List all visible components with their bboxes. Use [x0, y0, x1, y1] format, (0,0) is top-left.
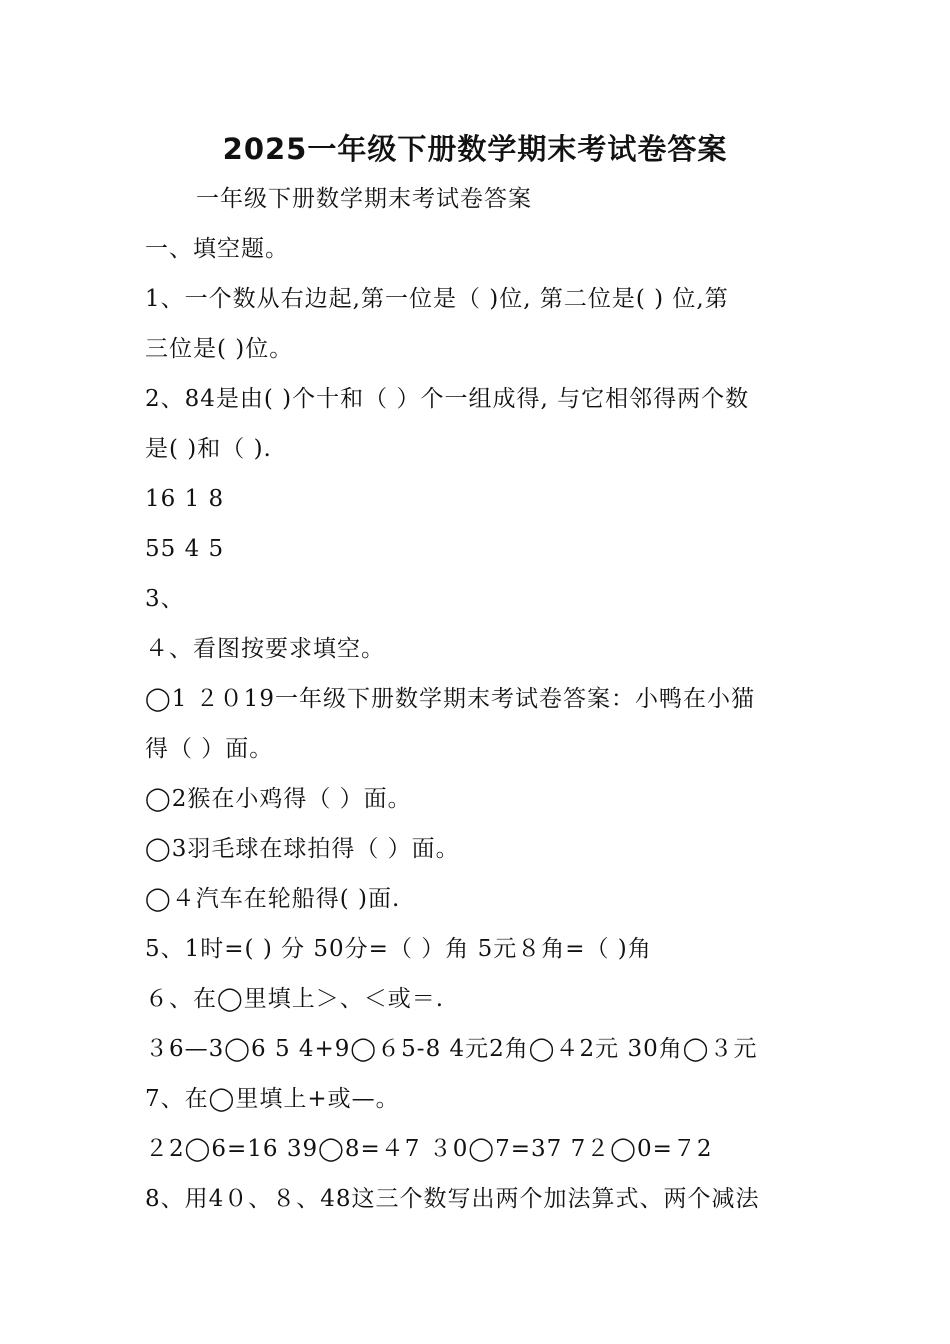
question-2-line-1: 2、84是由( )个十和（ ）个一组成得, 与它相邻得两个数 [145, 386, 750, 412]
question-6-items: ３6—3◯6 5 4+9◯６5-8 4元2角◯４2元 30角◯３元 [145, 1036, 758, 1062]
question-3: 3、 [145, 586, 185, 612]
answer-line-2: 55 4 5 [145, 536, 225, 562]
question-4-item-2: ◯2猴在小鸡得（ ）面。 [145, 786, 412, 812]
question-1-line-2: 三位是( )位。 [145, 336, 294, 362]
question-4-item-1-line-2: 得（ ）面。 [145, 736, 274, 762]
question-4-item-3: ◯3羽毛球在球拍得（ ）面。 [145, 836, 460, 862]
question-1-line-1: 1、一个数从右边起,第一位是（ )位, 第二位是( ) 位,第 [145, 286, 729, 312]
answer-line-1: 16 1 8 [145, 486, 225, 512]
question-6: ６、在◯里填上＞、＜或＝. [145, 986, 445, 1012]
question-7-items: ２2◯6=16 39◯8=４7 ３0◯7=37 7２◯0=７2 [145, 1136, 713, 1162]
document-subtitle: 一年级下册数学期末考试卷答案 [196, 186, 532, 212]
document-title: 2025一年级下册数学期末考试卷答案 [222, 132, 728, 166]
question-2-line-2: 是( )和（ ). [145, 436, 272, 462]
section-heading-fill-blank: 一、填空题。 [145, 236, 289, 262]
question-8: 8、用4０、８、48这三个数写出两个加法算式、两个减法 [145, 1186, 760, 1212]
question-5: 5、1时=( ) 分 50分=（ ）角 5元８角=（ )角 [145, 936, 652, 962]
question-4-item-1-line-1: ◯1 ２０19一年级下册数学期末考试卷答案：小鸭在小猫 [145, 686, 755, 712]
question-4: ４、看图按要求填空。 [145, 636, 385, 662]
question-7: 7、在◯里填上+或—。 [145, 1086, 400, 1112]
question-4-item-4: ◯４汽车在轮船得( )面. [145, 886, 401, 912]
